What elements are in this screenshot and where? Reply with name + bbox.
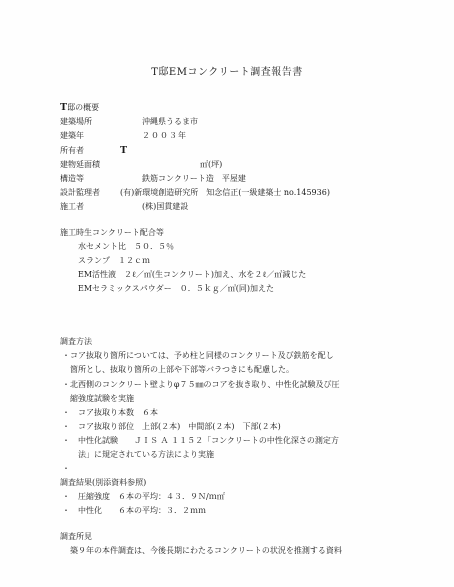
method-item: ・ コア抜取り部位 上部(２本) 中間部(２本) 下部(２本) [62, 422, 281, 431]
method-item: ・コア抜取り箇所については、予め柱と同様のコンクリート及び鉄筋を配し [62, 351, 334, 360]
overview-row [60, 131, 187, 141]
overview-row [60, 160, 222, 170]
overview-key: 施工者 [60, 202, 84, 211]
report-title [0, 63, 454, 78]
overview-heading-initial: T [60, 102, 68, 113]
overview-row [60, 146, 127, 156]
method-item: ・ 中性化試験 ＪＩＳ Ａ １１５２「コンクリートの中性化深さの測定方 [62, 436, 339, 445]
method-heading: 調査方法 [60, 337, 92, 346]
method-item: ・ [62, 464, 70, 473]
overview-row [60, 202, 188, 212]
overview-value: 鉄筋コンクリート造 平屋建 [142, 174, 246, 183]
overview-value: 沖縄県うるま市 [142, 117, 198, 126]
overview-key: 所有者 [60, 146, 84, 155]
overview-key: 構造等 [60, 174, 84, 183]
overview-value: ㎡(坪) [200, 160, 223, 169]
method-item: 箇所とし、抜取り箇所の上部や下部等バラつきにも配慮した。 [62, 365, 294, 374]
overview-key: 建物延面積 [60, 160, 100, 169]
overview-heading-text: 邸の概要 [67, 103, 100, 112]
mix-item: 水セメント比 ５０．５％ [78, 242, 174, 251]
report-title-text: T邸EMコンクリート調査報告書 [151, 67, 303, 78]
overview-row [60, 174, 246, 184]
mix-item: EM活性液 ２ℓ／㎥(生コンクリート)加え、水を２ℓ／㎥減じた [78, 270, 307, 279]
overview-value: (有)新環境創造研究所 知念信正(一級建築士 no.145936) [120, 188, 330, 197]
mix-heading: 施工時生コンクリート配合等 [60, 228, 164, 237]
overview-key: 建築年 [60, 131, 84, 140]
method-item: ・北西側のコンクリート壁よりφ７５㎜のコアを抜き取り、中性化試験及び圧 [62, 380, 340, 389]
method-item: 縮強度試験を実施 [62, 394, 134, 403]
results-heading: 調査結果(別添資料参照) [60, 478, 147, 487]
overview-key: 設計監理者 [60, 188, 100, 197]
overview-key: 建築場所 [60, 117, 92, 126]
method-item: ・ コア抜取り本数 ６本 [62, 408, 158, 417]
overview-row [60, 188, 330, 198]
results-item: ・ 圧縮強度 ６本の平均：４３．９Ｎ/ｍ㎡ [62, 492, 225, 501]
results-item: ・ 中性化 ６本の平均：３．２ｍｍ [62, 506, 206, 515]
mix-item: スランプ １２ｃｍ [78, 256, 150, 265]
overview-row [60, 117, 198, 127]
method-item: 法」に規定されている方法により実施 [62, 450, 214, 459]
findings-text: 築９年の本件調査は、今後長期にわたるコンクリートの状況を推測する資料 [70, 546, 342, 555]
overview-heading [60, 103, 99, 113]
overview-value: (株)国貫建設 [142, 202, 189, 211]
overview-value: T [120, 145, 128, 156]
findings-heading: 調査所見 [60, 532, 92, 541]
overview-value: ２００３年 [142, 131, 187, 140]
mix-item: EMセラミックスパウダー ０．５ｋｇ／㎥(同)加えた [78, 284, 274, 293]
